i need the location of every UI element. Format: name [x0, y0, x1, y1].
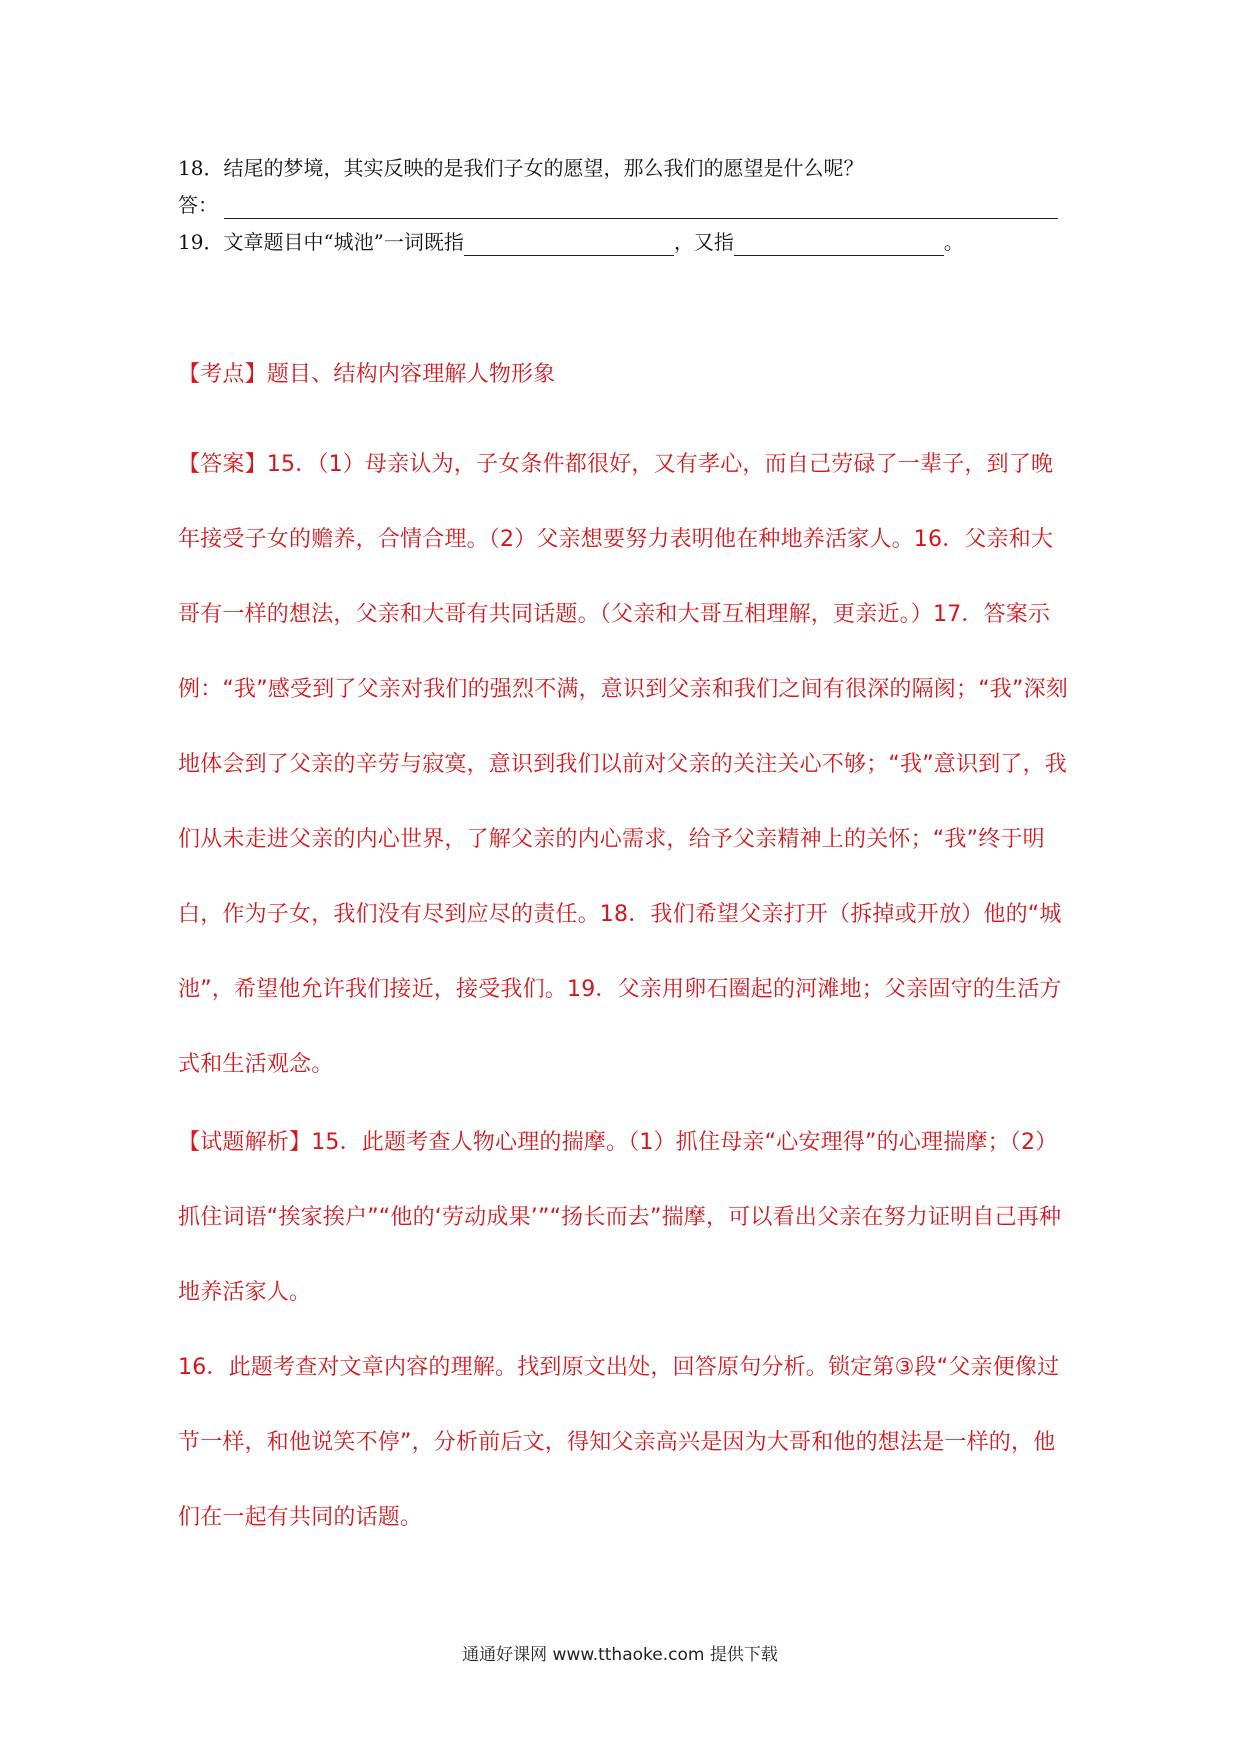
- answer-blank-1: [464, 233, 674, 256]
- page-footer: 通通好课网 www.tthaoke.com 提供下载: [462, 1645, 778, 1665]
- question-18-text: 18．结尾的梦境，其实反映的是我们子女的愿望，那么我们的愿望是什么呢？: [178, 156, 864, 180]
- answer-label: 答：: [178, 193, 218, 217]
- question-18-answer-line: [178, 191, 1058, 219]
- answer-blank-rule: [224, 196, 1058, 219]
- question-19: [178, 228, 964, 256]
- question-19-part1: 19．文章题目中“城池”一词既指: [178, 230, 464, 254]
- analysis-paragraph-2: 16．此题考查对文章内容的理解。找到原文出处，回答原句分析。锁定第③段“父亲便像过节一样，和他说笑不停”，分析前后文，得知父亲高兴是因为大哥和他的想法是一样的，他们在一起有共同的话题。: [178, 1355, 1060, 1530]
- answer-blank-2: [734, 233, 944, 256]
- analysis-section: [178, 1105, 1068, 1555]
- kaodian-text: 题目、结构内容理解人物形象: [266, 362, 556, 387]
- answer-label: 【答案】: [178, 452, 267, 477]
- question-19-part2: ，又指: [673, 230, 734, 254]
- answer-section: [178, 427, 1068, 1102]
- analysis-paragraph-1: [178, 1105, 1068, 1330]
- question-18: [178, 154, 863, 182]
- kaodian-section: [178, 360, 1068, 390]
- answer-text: 15．（1）母亲认为，子女条件都很好，又有孝心，而自己劳碌了一辈子，到了晚年接受子女的赡养，合情合理。（2）父亲想要努力表明他在种地养活家人。16．父亲和大哥有一样的想法，父亲和大哥有共同话题。（父亲和大哥互相理解，更亲近。）17．答案示例：“我”感受到了父亲对我们的强烈不满，意识到父亲和我们之间有很深的隔阂；“我”深刻地体会到了父亲的辛劳与寂寞，意识到我们以前对父亲的关注关心不够；“我”意识到了，我们从未走进父亲的内心世界，了解父亲的内心需求，给予父亲精神上的关怀；“我”终于明白，作为子女，我们没有尽到应尽的责任。18．我们希望父亲打开（拆掉或开放）他的“城池”，希望他允许我们接近，接受我们。19．父亲用卵石圈起的河滩地；父亲固守的生活方式和生活观念。: [178, 452, 1068, 1077]
- analysis-label: 【试题解析】: [178, 1130, 312, 1155]
- analysis-para1-text: 15．此题考查人物心理的揣摩。（1）抓住母亲“心安理得”的心理揣摩；（2）抓住词语“挨家挨户”“他的‘劳动成果’”“扬长而去”揣摩，可以看出父亲在努力证明自己再种地养活家人。: [178, 1130, 1062, 1305]
- kaodian-label: 【考点】: [178, 362, 267, 387]
- question-19-part3: 。: [943, 230, 964, 254]
